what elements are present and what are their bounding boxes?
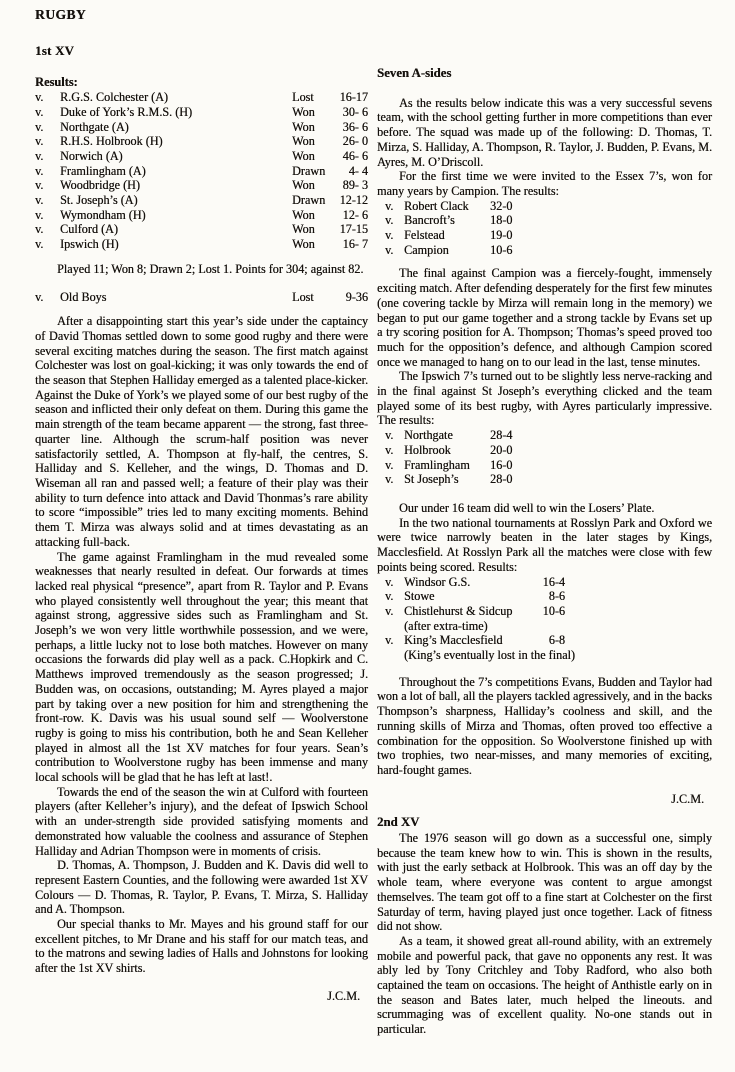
- match-outcome: Drawn: [292, 193, 326, 208]
- result-row: [35, 222, 368, 237]
- match-score: 8-6: [548, 589, 565, 604]
- second-xv-paragraph: As a team, it showed great all-round ability, with an extremely mobile and powerful pack, that gave no opponents any rest. It was ably led by Tony Critchley and Toby Radford, who also both captained the team on occasions. The height of Anthistle early on in the season and Bates later, much helped the lineouts. and scrummaging was of excellent quality. No-one stands out in particular.: [377, 933, 712, 1037]
- match-score: 89- 3: [342, 178, 368, 193]
- result-row: [35, 178, 368, 193]
- versus-label: v.: [35, 289, 44, 304]
- versus-label: v.: [385, 589, 394, 604]
- result-row: [35, 164, 368, 179]
- match-score: 16-4: [542, 574, 565, 589]
- match-score: 6-8: [548, 633, 565, 648]
- sevens-paragraph: As the results below indicate this was a very successful sevens team, with the school getting further in more competitions than ever before. The squad was made up of the following: D. Thomas, T. Mirza, S. Halliday, A. Thompson, R. Taylor, J. Budden, P. Evans, M. Ayres, M. O’Driscoll.: [377, 95, 712, 169]
- versus-label: v.: [35, 119, 44, 134]
- team-name: Northgate (A): [60, 119, 129, 134]
- ipswich-sevens-results: [377, 428, 712, 487]
- versus-label: v.: [35, 134, 44, 149]
- versus-label: v.: [385, 213, 394, 228]
- team-name: Felstead: [404, 228, 445, 243]
- versus-label: v.: [35, 178, 44, 193]
- team-name: Duke of York’s R.M.S. (H): [60, 104, 193, 119]
- result-row: [35, 237, 368, 252]
- versus-label: v.: [35, 148, 44, 163]
- versus-label: v.: [385, 472, 394, 487]
- match-score: 10-6: [490, 242, 513, 257]
- match-score: 17-15: [339, 222, 368, 237]
- match-score: 12-12: [339, 193, 368, 208]
- sevens-paragraph: The final against Campion was a fiercely-fought, immensely exciting match. After defending desperately for the first few minutes (one covering tackle by Mirza will remain long in the memory) we began to put our game together and a strong tackle by Evans set up a try scoring position for A. Thompson; Thomas’s speed proved too much for the opposition’s defence, and although Campion scored once we managed to hang on to our lead in the last, tense minutes.: [377, 266, 712, 369]
- versus-label: v.: [35, 163, 44, 178]
- team-name: Woodbridge (H): [60, 178, 140, 193]
- versus-label: v.: [35, 207, 44, 222]
- match-outcome: Won: [292, 237, 315, 252]
- result-row: [35, 90, 368, 105]
- second-xv-heading: 2nd XV: [377, 815, 420, 830]
- sevens-result-row: [377, 458, 712, 473]
- result-row: [35, 149, 368, 164]
- rosslyn-park-results: [377, 575, 712, 663]
- right-column: [377, 0, 712, 1037]
- sevens-paragraph: Throughout the 7’s competitions Evans, Budden and Taylor had won a lot of ball, all the players tackled agressively, and in the backs Thompson’s sharpness, Halliday’s coolness and skill, and the running skills of Mirza and Thomas, often proved too effective a combination for the opposition. So Woolverstone finished up with two trophies, two near-misses, and many memories of exciting, hard-fought games.: [377, 674, 712, 777]
- versus-label: v.: [385, 457, 394, 472]
- first-xv-paragraph: D. Thomas, A. Thompson, J. Budden and K. Davis did well to represent Eastern Counties, and the following were awarded 1st XV Colours — D. Thomas, R. Taylor, P. Evans, T. Mirza, S. Halliday and A. Thompson.: [35, 858, 368, 917]
- versus-label: v.: [385, 242, 394, 257]
- match-outcome: Won: [292, 148, 315, 163]
- sevens-paragraph: The Ipswich 7’s turned out to be slightly less nerve-racking and in the final against St Joseph’s everything clicked and the team played some of its best rugby, with Ayres particularly impressive. The results:: [377, 369, 712, 428]
- match-outcome: Lost: [292, 289, 314, 304]
- team-name: Chistlehurst & Sidcup: [404, 603, 513, 618]
- result-row: [35, 193, 368, 208]
- author-initials: J.C.M.: [671, 791, 704, 806]
- match-outcome: Won: [292, 119, 315, 134]
- sevens-result-row: [377, 213, 712, 228]
- versus-label: v.: [385, 633, 394, 648]
- second-xv-paragraph: The 1976 season will go down as a successful one, simply because the team knew how to win. This is shown in the results, with just the early setback at Holbrook. This was an off day by the whole team, where everyone was content to argue amongst themselves. The team got off to a fine start at Colchester on the first Saturday of term, having played just once together. Lack of fitness did not show.: [377, 831, 712, 934]
- sevens-result-row: [377, 589, 712, 604]
- versus-label: v.: [35, 104, 44, 119]
- author-initials: J.C.M.: [327, 988, 360, 1003]
- match-score: 46- 6: [342, 148, 368, 163]
- team-name: Old Boys: [60, 289, 107, 304]
- match-score: 28-4: [490, 428, 513, 443]
- match-score: 20-0: [490, 442, 513, 457]
- team-name: Framlingham (A): [60, 163, 146, 178]
- team-name: Campion: [404, 242, 449, 257]
- result-row: [35, 134, 368, 149]
- match-score: 32-0: [490, 198, 513, 213]
- season-summary: Played 11; Won 8; Drawn 2; Lost 1. Points for 304; against 82.: [57, 261, 364, 276]
- team-name: Framlingham: [404, 457, 470, 472]
- sevens-result-row: [377, 575, 712, 590]
- sevens-result-row: [377, 633, 712, 648]
- result-row: [35, 105, 368, 120]
- team-name: R.G.S. Colchester (A): [60, 90, 168, 105]
- team-name: Wymondham (H): [60, 207, 146, 222]
- match-score: 10-6: [542, 603, 565, 618]
- versus-label: v.: [385, 603, 394, 618]
- match-score: 19-0: [490, 228, 513, 243]
- sevens-result-row: [377, 428, 712, 443]
- match-score: 36- 6: [342, 119, 368, 134]
- match-score: 30- 6: [342, 104, 368, 119]
- sevens-result-row: [377, 472, 712, 487]
- versus-label: v.: [385, 228, 394, 243]
- team-name: Norwich (A): [60, 148, 123, 163]
- sevens-paragraph: Our under 16 team did well to win the Losers’ Plate.: [399, 500, 655, 515]
- first-xv-results-table: [35, 90, 368, 252]
- team-name: Bancroft’s: [404, 213, 455, 228]
- match-score: 12- 6: [342, 207, 368, 222]
- match-score: 16- 7: [342, 237, 368, 252]
- team-name: King’s Macclesfield: [404, 633, 503, 648]
- team-name: Windsor G.S.: [404, 574, 471, 589]
- first-xv-paragraph: Towards the end of the season the win at Culford with fourteen players (after Kelleher’s injury), and the defeat of Ipswich School with an under-strength side provided satisfying moments and demonstrated how valuable the coolness and assurance of Stephen Halliday and Adrian Thompson were in moments of crisis.: [35, 784, 368, 858]
- match-outcome: Won: [292, 222, 315, 237]
- sevens-heading: Seven A-sides: [377, 66, 452, 80]
- sevens-result-row: [377, 604, 712, 619]
- left-column: [35, 0, 368, 1004]
- match-score: 4- 4: [348, 163, 368, 178]
- versus-label: v.: [385, 198, 394, 213]
- match-score: 28-0: [490, 472, 513, 487]
- versus-label: v.: [385, 442, 394, 457]
- versus-label: v.: [35, 193, 44, 208]
- match-outcome: Won: [292, 178, 315, 193]
- team-name: Culford (A): [60, 222, 118, 237]
- sevens-result-row: [377, 199, 712, 214]
- team-name: Holbrook: [404, 442, 451, 457]
- first-xv-paragraph: Our special thanks to Mr. Mayes and his ground staff for our excellent pitches, to Mr Drane and his staff for our match teas, and to the matrons and sewing ladies of Halls and Johnstons for looking after the 1st XV shirts.: [35, 917, 368, 976]
- versus-label: v.: [35, 90, 44, 105]
- sevens-result-row: [377, 243, 712, 258]
- result-row: [35, 120, 368, 135]
- versus-label: v.: [385, 574, 394, 589]
- result-note: (King’s eventually lost in the final): [404, 648, 575, 663]
- versus-label: v.: [35, 237, 44, 252]
- first-xv-paragraph: After a disappointing start this year’s side under the captaincy of David Thomas settled down to some good rugby and there were several exciting matches during the season. The first match against Colchester was lost on goal-kicking; it was only towards the end of the season that Stephen Halliday emerged as a talented place-kicker. Against the Duke of York’s we played some of our best rugby of the season and inflicted their only defeat on them. During this game the main strength of the team became apparent — the strong, fast three-quarter line. Although the scrum-half position was never satisfactorily settled, A. Thompson at fly-half, the centres, S. Halliday and S. Kelleher, and the wings, D. Thomas and D. Wiseman all ran and passed well; a feature of their play was their ability to turn defence into attack and David Thonmas’s rare ability to score “impossible” tries led to many exciting moments. Behind them T. Mirza was always solid and at times devastating as an attacking full-back.: [35, 314, 368, 549]
- team-name: Stowe: [404, 589, 435, 604]
- versus-label: v.: [385, 428, 394, 443]
- old-boys-result-row: [35, 290, 368, 305]
- sevens-paragraph: For the first time we were invited to the Essex 7’s, won for many years by Campion. The results:: [377, 169, 712, 198]
- match-score: 18-0: [490, 213, 513, 228]
- essex-sevens-results: [377, 199, 712, 258]
- match-outcome: Won: [292, 104, 315, 119]
- versus-label: v.: [35, 222, 44, 237]
- match-score: 16-0: [490, 457, 513, 472]
- result-note: (after extra-time): [404, 618, 488, 633]
- first-xv-paragraph: The game against Framlingham in the mud revealed some weaknesses that nearly resulted in defeat. Our forwards at times lacked real physical “presence”, apart from R. Taylor and P. Evans who played consistently well throughout the year; this meant that against strong, aggressive sides such as Framlingham and St. Joseph’s we won very little worthwhile possession, and we were, perhaps, a little lucky not to lose both matches. However on many occasions the forwards did play well as a pack. C.Hopkirk and C. Matthews improved tremendously as the season progressed; J. Budden was, on occasions, outstanding; M. Ayres played a major part by taking over a new position for him and strengthening the front-row. K. Davis was his usual sound self — Woolverstone rugby is going to miss his contribution, both he and Sean Kelleher played in almost all the 1st XV matches for four years. Sean’s contribution to Woolverstone rugby has been immense and many local schools will be glad that he has left at last!.: [35, 549, 368, 785]
- results-label: Results:: [35, 75, 78, 90]
- match-outcome: Drawn: [292, 163, 326, 178]
- match-score: 9-36: [345, 289, 368, 304]
- sevens-result-row: [377, 228, 712, 243]
- first-xv-heading: 1st XV: [35, 42, 75, 58]
- team-name: St Joseph’s: [404, 472, 459, 487]
- team-name: St. Joseph’s (A): [60, 193, 138, 208]
- team-name: Northgate: [404, 428, 453, 443]
- sevens-paragraph: In the two national tournaments at Rosslyn Park and Oxford we were twice narrowly beaten in the later stages by Kings, Macclesfield. At Rosslyn Park all the matches were close with few points being scored. Results:: [377, 515, 712, 574]
- match-outcome: Won: [292, 207, 315, 222]
- page-title: RUGBY: [35, 7, 87, 22]
- result-row: [35, 208, 368, 223]
- team-name: R.H.S. Holbrook (H): [60, 134, 163, 149]
- sevens-result-row: [377, 443, 712, 458]
- match-outcome: Lost: [292, 90, 314, 105]
- team-name: Robert Clack: [404, 198, 469, 213]
- team-name: Ipswich (H): [60, 237, 119, 252]
- match-outcome: Won: [292, 134, 315, 149]
- match-score: 26- 0: [342, 134, 368, 149]
- match-score: 16-17: [339, 90, 368, 105]
